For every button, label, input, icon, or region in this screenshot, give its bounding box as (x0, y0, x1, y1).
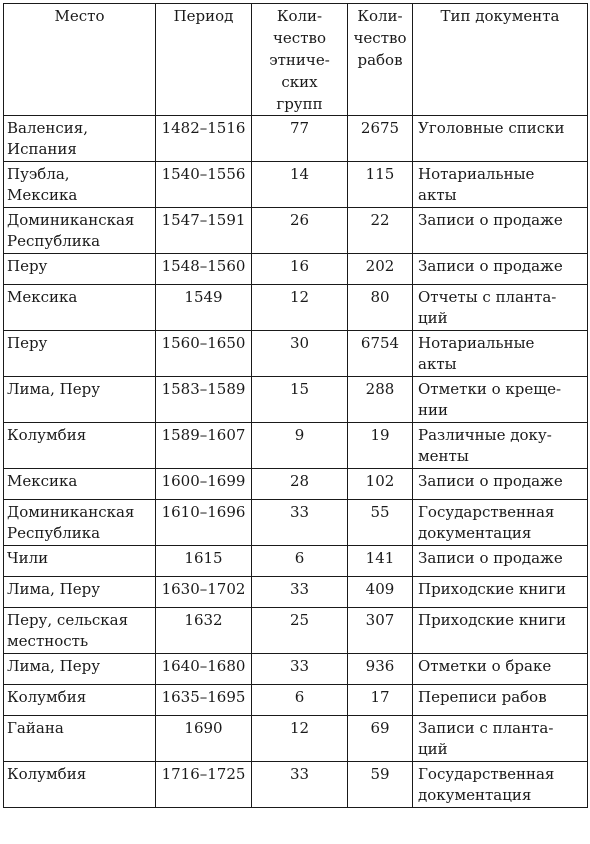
table-row (4, 116, 588, 162)
cell-period: 1589–1607 (156, 423, 252, 469)
cell-ethnic-groups: 15 (252, 377, 348, 423)
cell-slaves-count: 936 (348, 654, 413, 685)
cell-place: Валенсия, Испания (4, 116, 156, 162)
table-row (4, 577, 588, 608)
cell-place: Лима, Перу (4, 654, 156, 685)
header-row (4, 4, 588, 116)
cell-slaves-count: 17 (348, 685, 413, 716)
cell-document-type: Записи о продаже (413, 469, 588, 500)
cell-document-type: Нотариальные акты (413, 331, 588, 377)
cell-slaves-count: 55 (348, 500, 413, 546)
cell-ethnic-groups: 33 (252, 500, 348, 546)
cell-period: 1560–1650 (156, 331, 252, 377)
cell-period: 1690 (156, 716, 252, 762)
cell-ethnic-groups: 16 (252, 254, 348, 285)
cell-slaves-count: 141 (348, 546, 413, 577)
cell-document-type: Отчеты с планта- ций (413, 285, 588, 331)
cell-document-type: Записи с планта- ций (413, 716, 588, 762)
table-row (4, 546, 588, 577)
cell-period: 1716–1725 (156, 762, 252, 808)
cell-ethnic-groups: 25 (252, 608, 348, 654)
cell-document-type: Различные доку- менты (413, 423, 588, 469)
header-period: Период (156, 4, 252, 116)
cell-document-type: Отметки о креще- нии (413, 377, 588, 423)
cell-place: Колумбия (4, 762, 156, 808)
cell-document-type: Записи о продаже (413, 254, 588, 285)
table-row (4, 762, 588, 808)
table-row (4, 654, 588, 685)
cell-slaves-count: 2675 (348, 116, 413, 162)
cell-place: Гайана (4, 716, 156, 762)
cell-period: 1600–1699 (156, 469, 252, 500)
cell-document-type: Отметки о браке (413, 654, 588, 685)
cell-period: 1615 (156, 546, 252, 577)
header-document-type: Тип документа (413, 4, 588, 116)
cell-place: Колумбия (4, 685, 156, 716)
table-body (4, 116, 588, 808)
cell-place: Пуэбла, Мексика (4, 162, 156, 208)
cell-place: Мексика (4, 469, 156, 500)
cell-place: Лима, Перу (4, 577, 156, 608)
cell-period: 1540–1556 (156, 162, 252, 208)
cell-ethnic-groups: 26 (252, 208, 348, 254)
cell-place: Доминиканская Республика (4, 500, 156, 546)
cell-slaves-count: 102 (348, 469, 413, 500)
cell-period: 1610–1696 (156, 500, 252, 546)
cell-ethnic-groups: 9 (252, 423, 348, 469)
cell-document-type: Уголовные списки (413, 116, 588, 162)
cell-slaves-count: 59 (348, 762, 413, 808)
header-place: Место (4, 4, 156, 116)
cell-ethnic-groups: 33 (252, 577, 348, 608)
cell-slaves-count: 22 (348, 208, 413, 254)
table-row (4, 608, 588, 654)
cell-place: Доминиканская Республика (4, 208, 156, 254)
slave-records-table (3, 3, 588, 808)
cell-period: 1549 (156, 285, 252, 331)
cell-document-type: Записи о продаже (413, 546, 588, 577)
table-row (4, 500, 588, 546)
cell-period: 1640–1680 (156, 654, 252, 685)
cell-document-type: Приходские книги (413, 608, 588, 654)
table-row (4, 423, 588, 469)
cell-ethnic-groups: 33 (252, 654, 348, 685)
header-ethnic-groups: Коли- чество этниче- ских групп (252, 4, 348, 116)
cell-place: Перу, сельская местность (4, 608, 156, 654)
cell-period: 1632 (156, 608, 252, 654)
cell-slaves-count: 409 (348, 577, 413, 608)
cell-period: 1548–1560 (156, 254, 252, 285)
table-row (4, 469, 588, 500)
table-row (4, 285, 588, 331)
table-row (4, 208, 588, 254)
table-row (4, 377, 588, 423)
cell-ethnic-groups: 12 (252, 716, 348, 762)
cell-ethnic-groups: 77 (252, 116, 348, 162)
cell-slaves-count: 115 (348, 162, 413, 208)
cell-slaves-count: 80 (348, 285, 413, 331)
cell-period: 1482–1516 (156, 116, 252, 162)
table-row (4, 254, 588, 285)
cell-period: 1583–1589 (156, 377, 252, 423)
cell-slaves-count: 19 (348, 423, 413, 469)
cell-document-type: Нотариальные акты (413, 162, 588, 208)
cell-ethnic-groups: 6 (252, 685, 348, 716)
cell-place: Мексика (4, 285, 156, 331)
cell-ethnic-groups: 14 (252, 162, 348, 208)
cell-document-type: Приходские книги (413, 577, 588, 608)
cell-place: Чили (4, 546, 156, 577)
table-row (4, 716, 588, 762)
header-slaves-count: Коли- чество рабов (348, 4, 413, 116)
cell-ethnic-groups: 33 (252, 762, 348, 808)
cell-document-type: Государственная документация (413, 762, 588, 808)
cell-slaves-count: 288 (348, 377, 413, 423)
cell-slaves-count: 69 (348, 716, 413, 762)
table-row (4, 331, 588, 377)
cell-document-type: Переписи рабов (413, 685, 588, 716)
cell-slaves-count: 6754 (348, 331, 413, 377)
cell-document-type: Записи о продаже (413, 208, 588, 254)
cell-ethnic-groups: 30 (252, 331, 348, 377)
table-header (4, 4, 588, 116)
cell-period: 1630–1702 (156, 577, 252, 608)
cell-place: Перу (4, 254, 156, 285)
cell-document-type: Государственная документация (413, 500, 588, 546)
cell-ethnic-groups: 28 (252, 469, 348, 500)
cell-ethnic-groups: 6 (252, 546, 348, 577)
cell-ethnic-groups: 12 (252, 285, 348, 331)
table-row (4, 162, 588, 208)
cell-period: 1635–1695 (156, 685, 252, 716)
cell-place: Лима, Перу (4, 377, 156, 423)
table-row (4, 685, 588, 716)
cell-place: Колумбия (4, 423, 156, 469)
cell-slaves-count: 307 (348, 608, 413, 654)
cell-slaves-count: 202 (348, 254, 413, 285)
cell-period: 1547–1591 (156, 208, 252, 254)
cell-place: Перу (4, 331, 156, 377)
